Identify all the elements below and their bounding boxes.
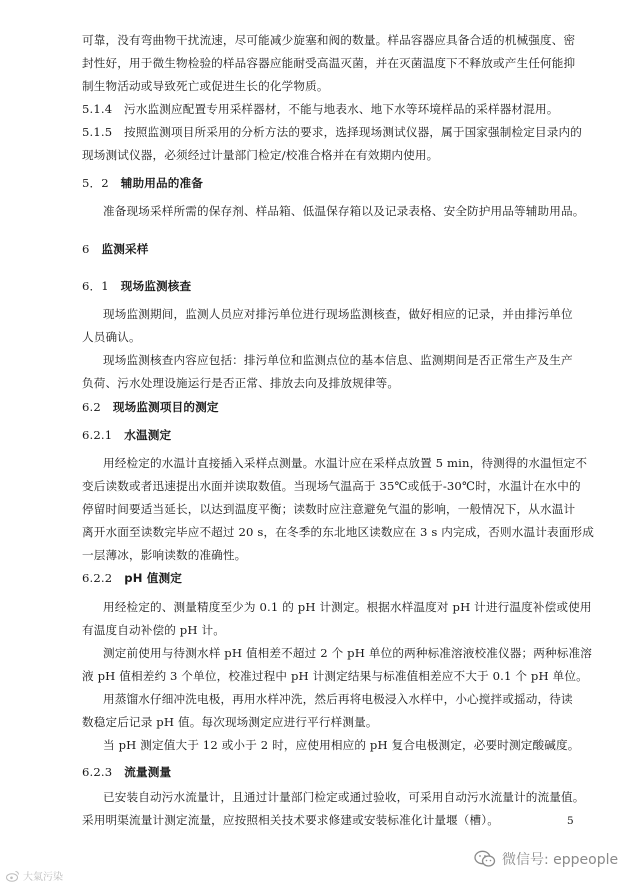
body-text-line: 负荷、污水处理设施运行是否正常、排放去向及排放规律等。 <box>82 376 400 390</box>
clause-5-1-5: 5.1.5 按照监测项目所采用的分析方法的要求，选择现场测试仪器，属于国家强制检定目录内的 <box>82 125 583 139</box>
section-heading-6-2-2 <box>82 570 182 586</box>
weibo-icon <box>6 870 20 882</box>
wechat-icon <box>474 850 496 868</box>
section-title: 现场监测核查 <box>120 279 192 293</box>
wechat-watermark <box>474 849 618 869</box>
section-heading-5-2 <box>82 175 203 191</box>
wechat-id-text: 微信号: eppeople <box>502 852 619 868</box>
body-text-line: 用蒸馏水仔细冲洗电极，再用水样冲洗，然后再将电极浸入水样中，小心搅拌或摇动，待读 <box>103 692 573 706</box>
body-text-line: 准备现场采样所需的保存剂、样品箱、低温保存箱以及记录表格、安全防护用品等辅助用品。 <box>103 204 585 218</box>
section-title: 流量测量 <box>124 765 172 779</box>
body-text-line: 离开水面至读数完毕应不超过 20 s，在冬季的东北地区读数应在 3 s 内完成，否则水温计表面形成 <box>82 525 594 539</box>
body-text-line: 变后读数或者迅速提出水面并读取数值。当现场气温高于 35℃或低于-30℃时，水温计在水中的 <box>82 479 581 493</box>
body-text-line: 有温度自动补偿的 pH 计。 <box>82 623 225 637</box>
body-text-line: 用经检定的、测量精度至少为 0.1 的 pH 计测定。根据水样温度对 pH 计进行温度补偿或使用 <box>103 600 592 614</box>
body-text-line: 停留时间要适当延长，以达到温度平衡；读数时应注意避免气温的影响，一般情况下，从水温计 <box>82 502 576 516</box>
body-text-line: 用经检定的水温计直接插入采样点测量。水温计应在采样点放置 5 min，待测得的水温恒定不 <box>103 456 588 470</box>
section-number: 6.2.2 <box>82 571 113 585</box>
body-text-line: 可靠，没有弯曲物干扰流速，尽可能减少旋塞和阀的数量。样品容器应具备合适的机械强度、密 <box>82 33 576 47</box>
body-text-line: 现场监测核查内容应包括：排污单位和监测点位的基本信息、监测期间是否正常生产及生产 <box>103 353 573 367</box>
section-number: 6.2 <box>82 400 101 414</box>
section-heading-6-2-1 <box>82 427 171 443</box>
weibo-account-text: 大氣污染 <box>23 872 63 883</box>
section-number: 5．2 <box>82 176 109 190</box>
section-title: 监测采样 <box>101 242 149 256</box>
section-title: pH 值测定 <box>124 571 182 585</box>
body-text-line: 液 pH 值相差约 3 个单位，校准过程中 pH 计测定结果与标准值相差应不大于 0.1 个 pH 单位。 <box>82 669 588 683</box>
section-title: 水温测定 <box>124 428 172 442</box>
section-title: 现场监测项目的测定 <box>112 400 219 414</box>
body-text-line: 制生物活动或导致死亡或促进生长的化学物质。 <box>82 79 329 93</box>
body-text-line: 现场监测期间，监测人员应对排污单位进行现场监测核查，做好相应的记录，并由排污单位 <box>103 307 573 321</box>
page-number: 5 <box>567 815 574 827</box>
section-heading-6-2-3 <box>82 764 171 780</box>
body-text-line: 封性好，用于微生物检验的样品容器应能耐受高温灭菌，并在灭菌温度下不释放或产生任何能抑 <box>82 56 576 70</box>
section-heading-6-1 <box>82 278 191 294</box>
section-number: 6 <box>82 242 90 256</box>
section-number: 6.2.3 <box>82 765 113 779</box>
section-heading-6 <box>82 241 149 257</box>
section-number: 6.2.1 <box>82 428 113 442</box>
body-text-line: 现场测试仪器，必须经过计量部门检定/校准合格并在有效期内使用。 <box>82 148 439 162</box>
body-text-line: 人员确认。 <box>82 330 141 344</box>
weibo-watermark <box>6 868 63 883</box>
body-text-line: 当 pH 测定值大于 12 或小于 2 时，应使用相应的 pH 复合电极测定，必要时测定酸碱度。 <box>103 738 580 752</box>
body-text-line: 采用明渠流量计测定流量，应按照相关技术要求修建或安装标准化计量堰（槽）。 <box>82 813 499 827</box>
body-text-line: 测定前使用与待测水样 pH 值相差不超过 2 个 pH 单位的两种标准溶液校准仪器；两种标准溶 <box>103 646 592 660</box>
clause-5-1-4: 5.1.4 污水监测应配置专用采样器材，不能与地表水、地下水等环境样品的采样器材混用。 <box>82 102 559 116</box>
body-text-line: 已安装自动污水流量计，且通过计量部门检定或通过验收，可采用自动污水流量计的流量值。 <box>103 790 585 804</box>
section-title: 辅助用品的准备 <box>120 176 204 190</box>
section-heading-6-2 <box>82 399 219 415</box>
body-text-line: 数稳定后记录 pH 值。每次现场测定应进行平行样测量。 <box>82 715 378 729</box>
section-number: 6．1 <box>82 279 109 293</box>
body-text-line: 一层薄冰，影响读数的准确性。 <box>82 548 247 562</box>
